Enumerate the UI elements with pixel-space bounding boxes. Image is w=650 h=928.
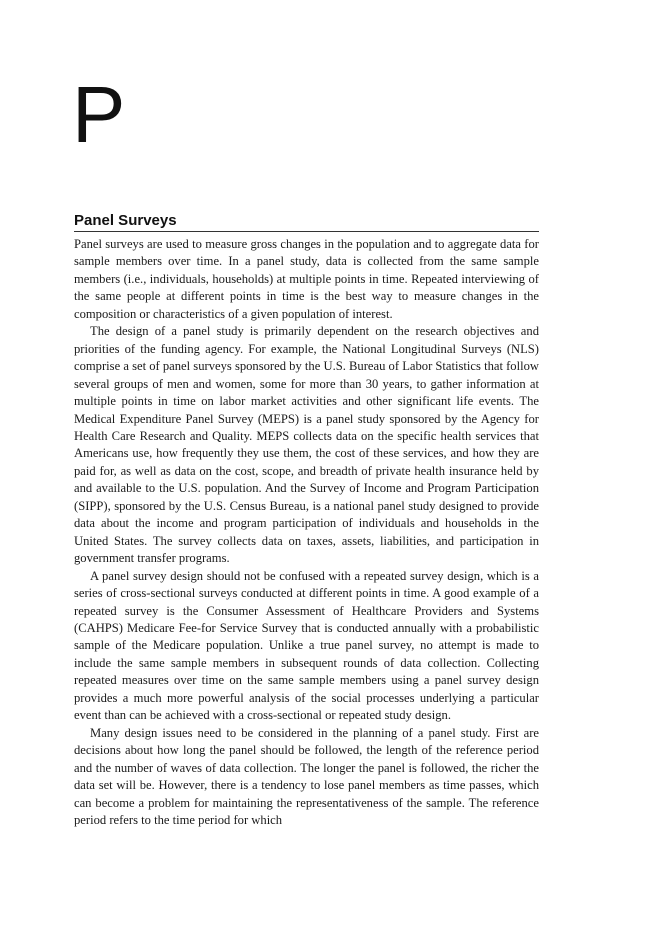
entry-body — [74, 236, 539, 829]
body-paragraph-2: The design of a panel study is primarily dependent on the research objectives and priorities of the funding agency. For example, the National Longitudinal Surveys (NLS) comprise a set of panel surveys sponsored by the U.S. Bureau of Labor Statistics that follow several groups of men and women, some for more than 30 years, to gather information at multiple points in time on labor market activities and other significant life events. The Medical Expenditure Panel Survey (MEPS) is a panel study sponsored by the Agency for Health Care Research and Quality. MEPS collects data on the specific health services that Americans use, how frequently they use them, the cost of these services, and how they are paid for, as well as data on the cost, scope, and breadth of private health insurance held by and available to the U.S. population. And the Survey of Income and Program Participation (SIPP), sponsored by the U.S. Census Bureau, is a national panel study designed to provide data about the income and program participation of individuals and households in the United States. The survey collects data on taxes, assets, liabilities, and participation in government transfer programs. — [74, 324, 539, 566]
entry-title: Panel Surveys — [74, 211, 539, 232]
body-paragraph-4: Many design issues need to be considered in the planning of a panel study. First are decisions about how long the panel should be followed, the length of the reference period and the number of waves of data collection. The longer the panel is followed, the richer the data set will be. However, there is a tendency to lose panel members as time passes, which can become a problem for maintaining the representativeness of the sample. The reference period refers to the time period for which — [74, 725, 539, 827]
body-paragraph-3: A panel survey design should not be confused with a repeated survey design, which is a series of cross-sectional surveys conducted at different points in time. A good example of a repeated survey is the Consumer Assessment of Healthcare Providers and Systems (CAHPS) Medicare Fee-for Service Survey that is conducted annually with a probabilistic sample of the Medicare population. Unlike a true panel survey, no attempt is made to include the same sample members in subsequent rounds of data collection. Collecting repeated measures over time on the same sample members using a panel survey design provides a much more powerful analysis of the social processes underlying a particular event than can be achieved with a cross-sectional or repeated study design. — [74, 568, 539, 723]
section-letter: P — [72, 70, 126, 159]
encyclopedia-entry — [74, 211, 539, 829]
body-paragraph-1: Panel surveys are used to measure gross changes in the population and to aggregate data for sample members over time. In a panel study, data is collected from the same sample members (i.e., individuals, households) at multiple points in time. Repeated interviewing of the same people at different points in time is the best way to measure changes in the composition or characteristics of a given population of interest. — [74, 237, 539, 321]
